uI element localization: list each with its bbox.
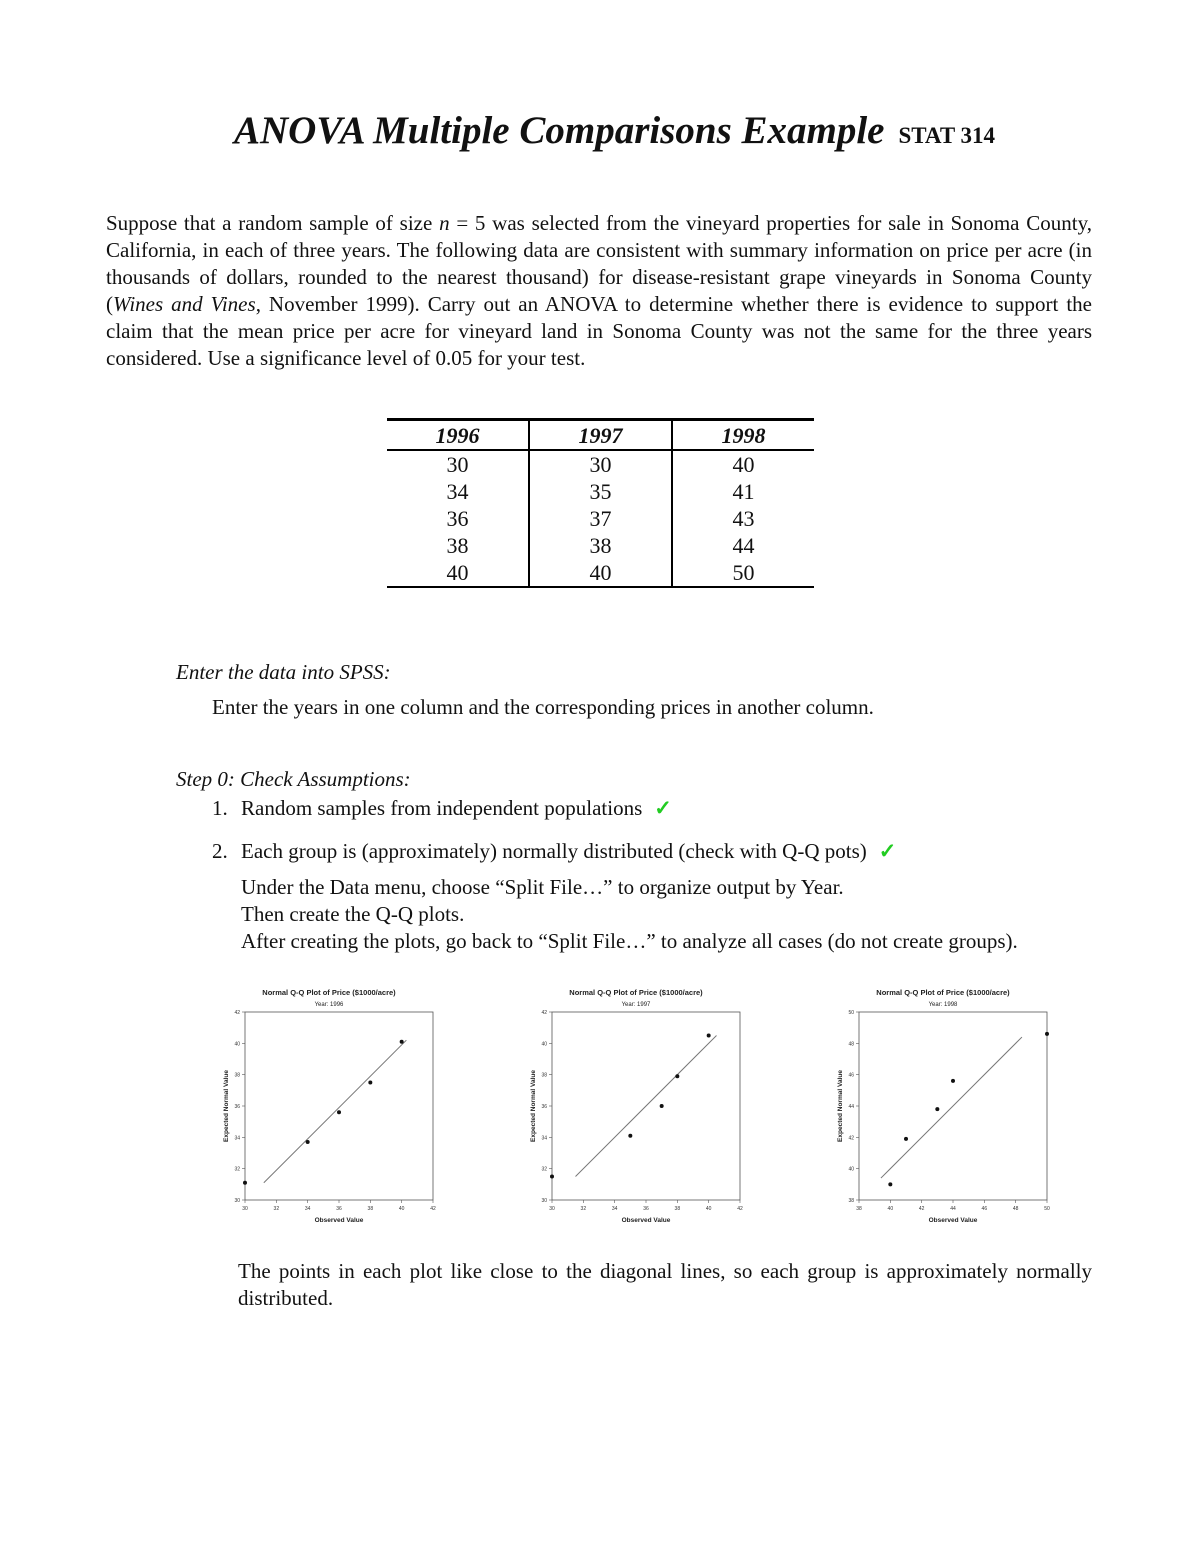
x-tick-label: 42: [430, 1206, 436, 1212]
x-tick-label: 32: [580, 1206, 587, 1212]
assumption-item-2: [212, 838, 896, 865]
assumption-text: Each group is (approximately) normally distributed (check with Q-Q pots): [241, 839, 867, 863]
plot-title: Normal Q-Q Plot of Price ($1000/acre): [569, 988, 703, 997]
data-point: [400, 1040, 404, 1044]
data-point: [707, 1034, 711, 1038]
x-tick-label: 38: [856, 1206, 862, 1212]
enter-data-heading: Enter the data into SPSS:: [176, 660, 391, 684]
conclusion-text: The points in each plot like close to the diagonal lines, so each group is approximately normally distributed.: [238, 1259, 1092, 1310]
data-point: [675, 1074, 679, 1078]
data-point: [660, 1104, 664, 1108]
plot-subtitle: Year: 1996: [314, 1002, 344, 1008]
table-cell: 37: [529, 505, 672, 532]
intro-text-1: Suppose that a random sample of size: [106, 211, 440, 235]
table-row: [387, 532, 814, 559]
x-tick-label: 42: [918, 1206, 925, 1212]
x-axis-label: Observed Value: [621, 1217, 671, 1224]
price-data-table: [387, 418, 814, 588]
qq-plot-1998: [834, 984, 1059, 1231]
intro-text-3: , November 1999). Carry out an ANOVA to determine whether there is evidence to support the claim that the mean price per acre for vineyard land in Sonoma County was not the same for the three years considered. Use a significance level of 0.05 for your test.: [106, 292, 1092, 370]
y-tick-label: 40: [234, 1041, 240, 1048]
y-tick-label: 32: [234, 1166, 240, 1173]
instruction-line: Under the Data menu, choose “Split File…” to organize output by Year.: [241, 875, 844, 899]
table-cell: 40: [529, 559, 672, 587]
data-point: [628, 1134, 632, 1138]
table-cell: 50: [672, 559, 814, 587]
enter-data-text: Enter the years in one column and the corresponding prices in another column.: [212, 695, 874, 719]
data-point: [306, 1140, 310, 1144]
title-text: ANOVA Multiple Comparisons Example: [234, 109, 885, 152]
y-tick-label: 40: [848, 1166, 854, 1173]
y-tick-label: 50: [848, 1010, 854, 1016]
plot-frame: [245, 1012, 433, 1200]
x-tick-label: 38: [674, 1206, 681, 1212]
instruction-line: Then create the Q-Q plots.: [241, 902, 465, 926]
x-tick-label: 48: [1012, 1206, 1019, 1212]
reference-line: [576, 1036, 717, 1177]
plot-title: Normal Q-Q Plot of Price ($1000/acre): [262, 988, 396, 997]
data-point: [904, 1137, 908, 1141]
x-tick-label: 34: [611, 1206, 618, 1212]
y-tick-label: 40: [541, 1041, 547, 1048]
intro-paragraph: [106, 210, 1092, 372]
check-mark-icon: ✓: [654, 796, 672, 820]
table-cell: 41: [672, 478, 814, 505]
x-tick-label: 34: [304, 1206, 311, 1212]
step0-heading: Step 0: Check Assumptions:: [176, 767, 411, 791]
table-cell: 40: [672, 450, 814, 478]
y-tick-label: 48: [848, 1041, 854, 1048]
y-tick-label: 42: [848, 1135, 854, 1142]
data-point: [951, 1079, 955, 1083]
y-tick-label: 32: [541, 1166, 547, 1173]
x-axis-label: Observed Value: [928, 1217, 978, 1224]
table-cell: 34: [446, 479, 469, 504]
table-cell: 43: [672, 505, 814, 532]
list-number: 2.: [212, 839, 228, 863]
table-cell: 38: [529, 532, 672, 559]
data-point: [935, 1107, 939, 1111]
table-row: [387, 478, 814, 505]
y-tick-label: 44: [848, 1104, 854, 1110]
y-tick-label: 42: [541, 1010, 547, 1016]
column-header: 1996: [387, 420, 529, 451]
data-point: [337, 1110, 341, 1114]
x-tick-label: 42: [737, 1206, 743, 1212]
column-header: 1997: [529, 420, 672, 451]
x-tick-label: 38: [367, 1206, 374, 1212]
assumption-text: Random samples from independent populations: [241, 796, 643, 820]
qq-plot-1997: [527, 984, 752, 1231]
intro-text-2: = 5 was selected from the vineyard properties for sale in Sonoma County, California, in each of three years. The following data are consistent with summary information on price per acre (in thousands of dollars, rounded to the nearest thousand) for disease-resistant grape vineyards in Sonoma County (: [106, 211, 1092, 316]
course-code: STAT 314: [898, 123, 996, 148]
reference-line: [264, 1040, 407, 1183]
table-row: [387, 559, 814, 587]
y-tick-label: 30: [234, 1198, 240, 1204]
y-tick-label: 38: [234, 1072, 240, 1079]
y-tick-label: 34: [234, 1135, 240, 1142]
y-tick-label: 38: [848, 1198, 854, 1204]
source-citation: Wines and Vines: [113, 292, 256, 316]
data-point: [368, 1081, 372, 1085]
x-tick-label: 36: [643, 1206, 649, 1212]
x-tick-label: 40: [398, 1206, 405, 1212]
table-cell: 40: [387, 559, 529, 587]
x-axis-label: Observed Value: [314, 1217, 364, 1224]
table-row: [387, 505, 814, 532]
sample-size-variable: n: [439, 211, 450, 235]
y-axis-label: Expected Normal Value: [223, 1070, 230, 1142]
x-tick-label: 50: [1044, 1206, 1050, 1212]
table-cell: 44: [672, 532, 814, 559]
x-tick-label: 30: [549, 1206, 555, 1212]
y-axis-label: Expected Normal Value: [837, 1070, 844, 1142]
x-tick-label: 46: [981, 1206, 988, 1212]
table-header-row: [387, 420, 814, 451]
qq-plot-1996: [220, 984, 445, 1231]
x-tick-label: 40: [887, 1206, 894, 1212]
assumption-item-1: [212, 795, 672, 822]
table-cell: 30: [446, 452, 469, 477]
column-header: 1998: [672, 420, 814, 451]
y-tick-label: 42: [234, 1010, 240, 1016]
list-number: 1.: [212, 796, 228, 820]
plot-subtitle: Year: 1997: [621, 1002, 651, 1008]
qq-plot-svg: [834, 984, 1059, 1226]
y-tick-label: 38: [541, 1072, 547, 1079]
table-cell: 38: [446, 533, 469, 558]
check-mark-icon: ✓: [878, 839, 897, 863]
table-cell: 35: [529, 478, 672, 505]
qq-plot-svg: [527, 984, 752, 1226]
data-point: [1045, 1032, 1049, 1036]
table-row: [387, 450, 814, 478]
instructions: [241, 874, 1018, 955]
data-point: [243, 1181, 247, 1185]
y-axis-label: Expected Normal Value: [530, 1070, 537, 1142]
plot-title: Normal Q-Q Plot of Price ($1000/acre): [876, 988, 1010, 997]
y-tick-label: 34: [541, 1135, 547, 1142]
x-tick-label: 30: [242, 1206, 248, 1212]
reference-line: [881, 1037, 1022, 1178]
page-title: [234, 108, 995, 153]
y-tick-label: 30: [541, 1198, 547, 1204]
x-tick-label: 40: [705, 1206, 712, 1212]
plot-subtitle: Year: 1998: [928, 1002, 958, 1008]
y-tick-label: 36: [234, 1104, 240, 1110]
qq-plot-svg: [220, 984, 445, 1226]
instruction-line: After creating the plots, go back to “Split File…” to analyze all cases (do not create groups).: [241, 929, 1018, 953]
table-cell: 36: [446, 506, 469, 531]
data-point: [888, 1182, 892, 1186]
y-tick-label: 36: [541, 1104, 547, 1110]
x-tick-label: 44: [950, 1206, 956, 1212]
table-cell: 30: [529, 450, 672, 478]
y-tick-label: 46: [848, 1072, 854, 1079]
x-tick-label: 32: [273, 1206, 280, 1212]
x-tick-label: 36: [336, 1206, 342, 1212]
data-point: [550, 1175, 554, 1179]
